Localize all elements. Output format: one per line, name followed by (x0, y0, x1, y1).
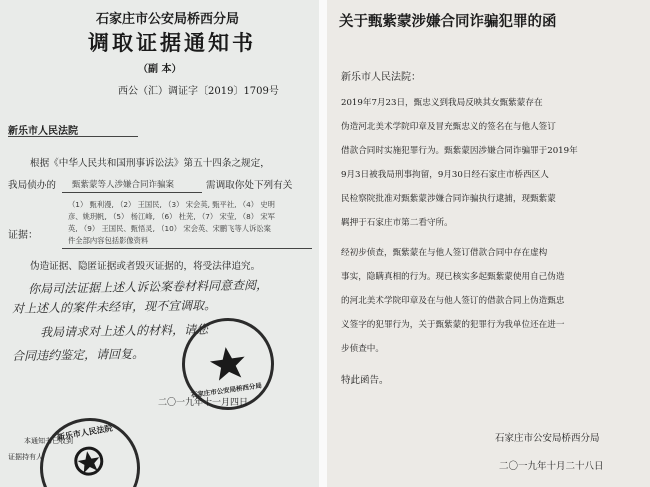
letter-title: 关于甄紫蒙涉嫌合同诈骗犯罪的函 (339, 13, 557, 30)
receipt-line: 本通知书已收到 (24, 437, 73, 445)
paragraph-1-line: 2019年7月23日，甄忠义到我局反映其女甄紫蒙存在 (341, 98, 543, 108)
handwritten-note-line: 我局请求对上述人的材料，请您 (39, 322, 209, 340)
paragraph-1-line: 伪造河北美术学院印章及冒充甄忠义的签名在与他人签订 (341, 122, 556, 132)
paragraph-2-line: 的河北美术学院印章及在与他人签订的借款合同上伪造甄忠 (341, 296, 565, 306)
letter-document (327, 0, 650, 487)
letter-date: 二〇一九年十月二十八日 (499, 461, 604, 472)
copy-label: （副 本） (138, 64, 182, 75)
evidence-item-line: （1） 甄利漫, （2） 王国民, （3） 宋会英, 甄平社, （4） 史明 (68, 200, 275, 209)
page-divider (319, 0, 327, 487)
body-line-2-prefix: 我局侦办的 (8, 180, 56, 191)
holder-line: 证据持有人 (8, 453, 43, 461)
evidence-item-line: 英, （9） 王国民、甄悟灵, （10） 宋会英、宋鹏飞等人诉讼案 (68, 224, 271, 233)
letter-addressee: 新乐市人民法院： (341, 72, 421, 83)
paragraph-1-line: 借款合同时实施犯罪行为。甄紫蒙因涉嫌合同诈骗罪于2019年 (341, 146, 578, 156)
addressee: 新乐市人民法院 (8, 126, 78, 137)
issuing-agency: 石家庄市公安局桥西分局 (96, 12, 240, 27)
handwritten-note-line: 对上述人的案件未经审，现不宜调取。 (11, 298, 217, 316)
court-seal (32, 410, 148, 487)
document-title: 调取证据通知书 (88, 30, 256, 55)
court-seal-text: 新乐市人民法院 (56, 423, 114, 443)
handwritten-note-line: 你局司法证据上述人诉讼案卷材料同意查阅， (27, 277, 269, 297)
document-number: 西公（汇）调证字〔2019〕1709号 (118, 86, 279, 97)
addressee-underline (8, 136, 138, 137)
body-line-2-suffix: 需调取你处下列有关 (206, 180, 293, 191)
paragraph-1-line: 羁押于石家庄市第二看守所。 (341, 218, 453, 228)
paragraph-2-line: 经初步侦查，甄紫蒙在与他人签订借款合同中存在虚构 (341, 248, 548, 258)
notice-document (0, 0, 319, 487)
letter-signatory: 石家庄市公安局桥西分局 (495, 433, 600, 444)
evidence-label: 证据： (8, 230, 38, 241)
paragraph-2-line: 步侦查中。 (341, 344, 384, 354)
paragraph-2-line: 事实，隐瞒真相的行为。现已核实多起甄紫蒙使用自己伪造 (341, 272, 565, 282)
paragraph-1-line: 民检察院批准对甄紫蒙涉嫌合同诈骗执行逮捕，现甄紫蒙 (341, 194, 556, 204)
police-seal-text: 石家庄市公安局桥西分局 (190, 381, 263, 400)
evidence-item-line: 彦、姚玥帆, （5） 杨江峰, （6） 杜芜, （7） 宋莹, （8） 宋军 (68, 212, 275, 221)
paragraph-2-line: 义签字的犯罪行为，关于甄紫蒙的犯罪行为我单位还在进一 (341, 320, 565, 330)
body-line-1: 根据《中华人民共和国刑事诉讼法》第五十四条之规定， (30, 158, 270, 169)
closing-line: 特此函告。 (341, 375, 389, 386)
case-underline (62, 192, 202, 193)
warning-text: 伪造证据、隐匿证据或者毁灭证据的，将受法律追究。 (30, 261, 261, 272)
evidence-item-line: 件全部内容包括影像资料 (68, 236, 149, 245)
paragraph-1-line: 9月3日被我局刑事拘留，9月30日经石家庄市桥西区人 (341, 170, 549, 180)
notice-date: 二〇一九年十一月四日 (158, 398, 249, 408)
handwritten-note-line: 合同违约鉴定，请回复。 (11, 346, 145, 364)
case-name: 甄紫蒙等人涉嫌合同诈骗案 (72, 180, 175, 190)
evidence-underline (62, 248, 312, 249)
